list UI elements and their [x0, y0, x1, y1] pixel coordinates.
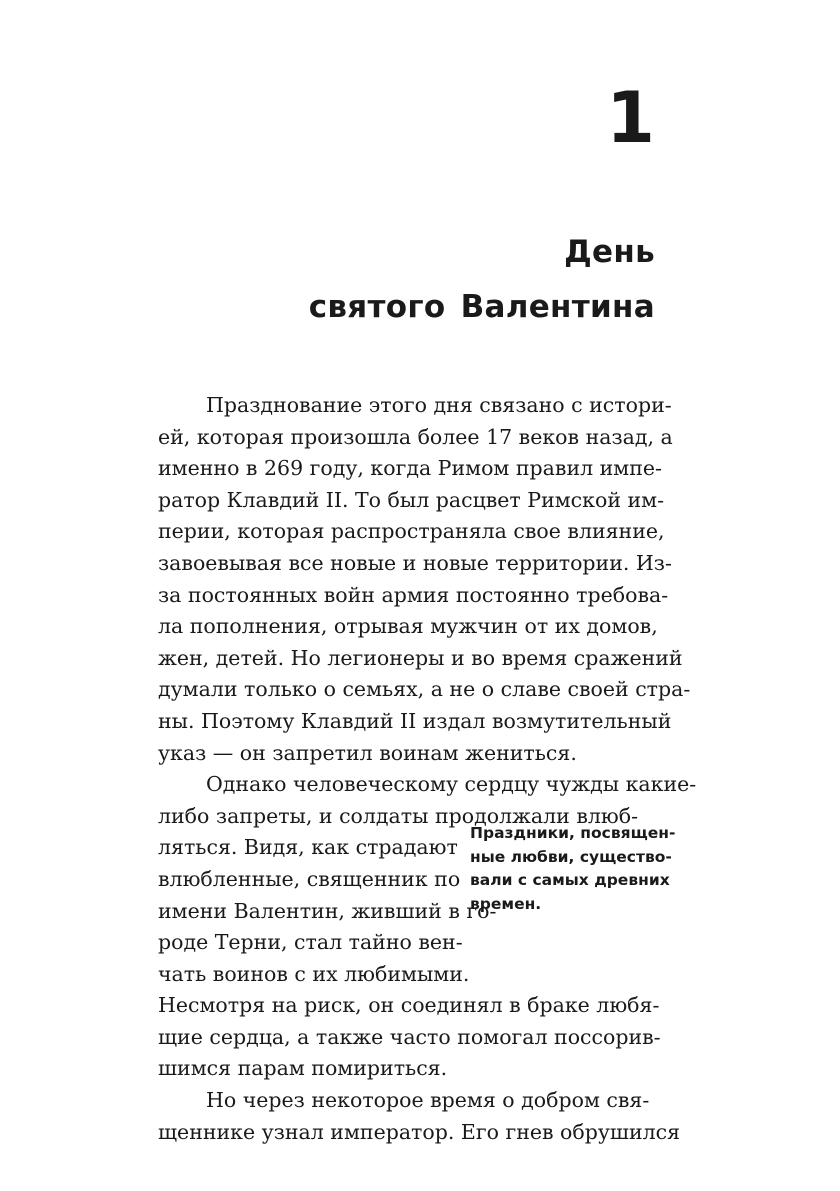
chapter-number: 1 — [606, 77, 655, 159]
sidebar-line: времен. — [470, 894, 542, 913]
text-line: ляться. Видя, как страдают — [158, 835, 458, 860]
text-line: чать воинов с их любимыми. — [158, 961, 470, 986]
text-line: перии, которая распространяла свое влияние, — [158, 519, 665, 544]
text-line: влюбленные, священник по — [158, 866, 461, 891]
text-line: ны. Поэтому Клавдий II издал возмутительный — [158, 708, 672, 733]
text-line: роде Терни, стал тайно вен- — [158, 930, 463, 955]
text-line: думали только о семьях, а не о славе своей стра- — [158, 677, 691, 702]
text-line: завоевывая все новые и новые территории. Из- — [158, 550, 672, 575]
paragraph-1 — [158, 390, 697, 1148]
chapter-title — [309, 225, 655, 335]
text-line: именно в 269 году, когда Римом правил импе- — [158, 456, 662, 481]
text-line: щеннике узнал император. Его гнев обрушился — [158, 1119, 681, 1144]
sidebar-note — [470, 822, 676, 916]
chapter-title-line: День — [564, 234, 655, 270]
text-line: ла пополнения, отрывая мужчин от их домов, — [158, 614, 658, 639]
text-line: шимся парам помириться. — [158, 1056, 448, 1081]
sidebar-line: вали с самых древних — [470, 871, 670, 889]
text-line: щие сердца, а также часто помогал поссорив- — [158, 1024, 661, 1049]
text-line: Однако человеческому сердцу чужды какие- — [206, 772, 697, 797]
text-line: имени Валентин, живший в го- — [158, 898, 497, 923]
text-line: Празднование этого дня связано с истори- — [206, 393, 672, 417]
text-line: жен, детей. Но легионеры и во время сражений — [158, 645, 683, 670]
sidebar-line: Праздники, посвящен- — [470, 824, 676, 842]
chapter-title-line: святого Валентина — [308, 289, 655, 325]
sidebar-line: ные любви, существо- — [470, 847, 672, 866]
text-line: Но через некоторое время о добром свя- — [206, 1088, 650, 1113]
text-line: указ — он запретил воинам жениться. — [158, 740, 577, 765]
text-line: за постоянных войн армия постоянно требова- — [158, 582, 669, 607]
text-line: ей, которая произошла более 17 веков назад, а — [158, 424, 673, 449]
text-line: Несмотря на риск, он соединял в браке любя- — [158, 993, 660, 1018]
text-line: либо запреты, и солдаты продолжали влюб- — [158, 803, 639, 828]
text-line: ратор Клавдий II. То был расцвет Римской им- — [158, 487, 665, 512]
